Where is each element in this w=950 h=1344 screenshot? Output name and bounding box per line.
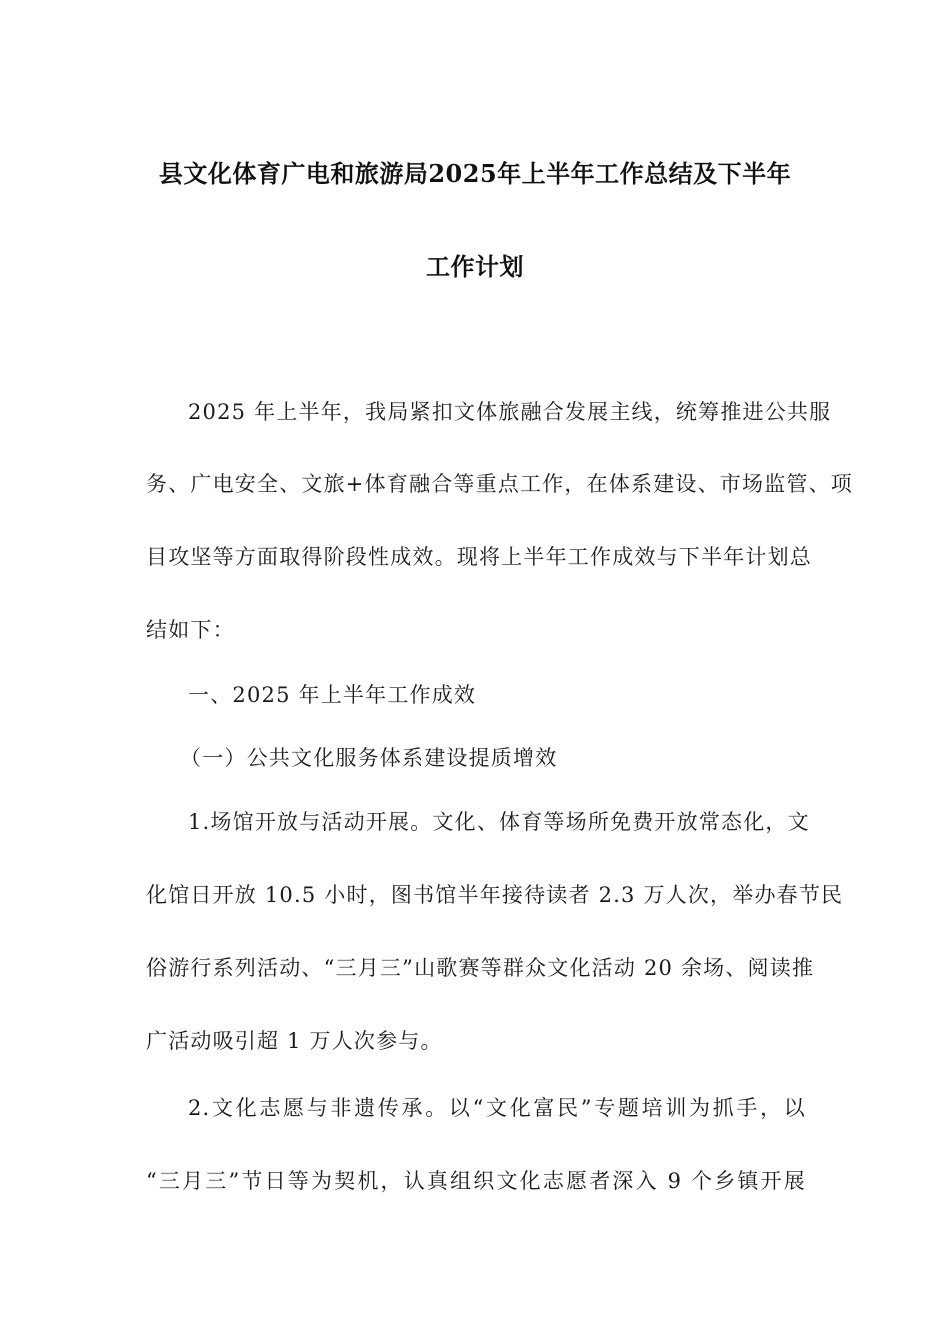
- item-1-line-1: 1.场馆开放与活动开展。文化、体育等场所免费开放常态化，文: [188, 810, 810, 834]
- intro-paragraph-line-2: 务、广电安全、文旅+体育融合等重点工作，在体系建设、市场监管、项: [146, 472, 853, 496]
- document-title-line-1: 县文化体育广电和旅游局2025年上半年工作总结及下半年: [158, 159, 792, 188]
- section-heading-1: 一、2025 年上半年工作成效: [188, 683, 477, 707]
- item-1-line-2: 化馆日开放 10.5 小时，图书馆半年接待读者 2.3 万人次，举办春节民: [146, 883, 844, 907]
- item-2-line-1: 2.文化志愿与非遗传承。以“文化富民”专题培训为抓手，以: [188, 1096, 806, 1120]
- intro-paragraph-line-1: 2025 年上半年，我局紧扣文体旅融合发展主线，统筹推进公共服: [188, 400, 832, 424]
- intro-paragraph-line-3: 目攻坚等方面取得阶段性成效。现将上半年工作成效与下半年计划总: [146, 545, 812, 569]
- item-2-line-2: “三月三”节日等为契机，认真组织文化志愿者深入 9 个乡镇开展: [146, 1169, 806, 1193]
- subsection-heading-1: （一）公共文化服务体系建设提质增效: [180, 746, 558, 770]
- intro-paragraph-line-4: 结如下：: [146, 618, 235, 642]
- item-1-line-4: 广活动吸引超 1 万人次参与。: [146, 1029, 443, 1053]
- document-title-line-2: 工作计划: [426, 252, 524, 281]
- item-1-line-3: 俗游行系列活动、“三月三”山歌赛等群众文化活动 20 余场、阅读推: [146, 956, 815, 980]
